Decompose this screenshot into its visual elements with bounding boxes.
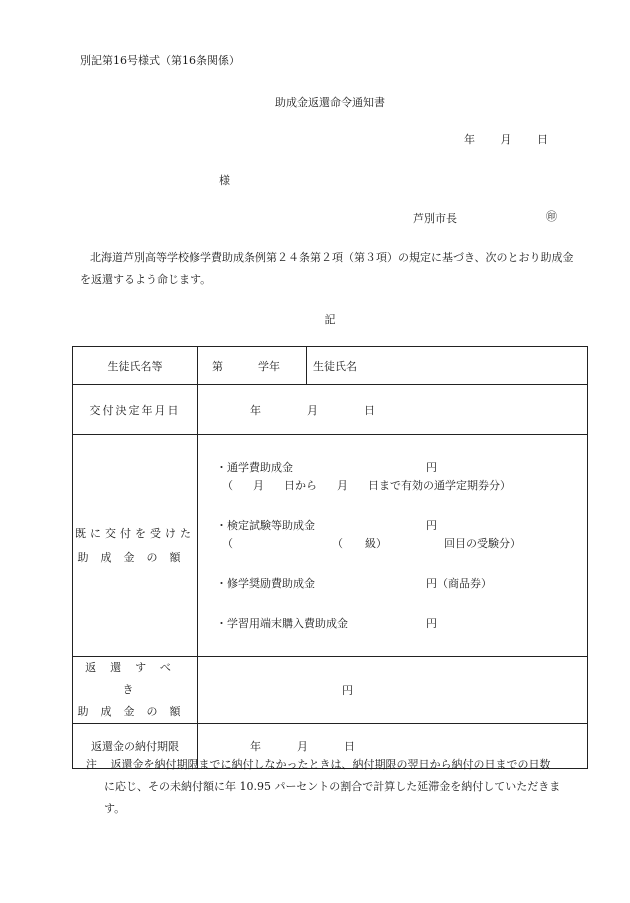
commute-month1: 月	[253, 478, 264, 492]
encouragement-grant	[216, 575, 587, 593]
label-payment-deadline: 返還金の納付期限	[73, 724, 198, 769]
label-refund-line1: 返還すべき	[85, 661, 185, 696]
label-decision-date: 交付決定年月日	[73, 385, 198, 435]
ki-heading: 記	[324, 313, 336, 326]
grade-suffix: 学年	[258, 359, 280, 373]
footnote	[86, 754, 586, 820]
label-granted-line1: 既に交付を受けた	[75, 526, 195, 540]
decision-day: 日	[364, 403, 375, 417]
body-text: 北海道芦別高等学校修学費助成条例第２４条第２項（第３項）の規定に基づき、次のとおり助成金を返還するよう命じます。	[80, 251, 574, 286]
form-identifier: 別記第16号様式（第16条関係）	[80, 54, 240, 67]
label-student: 生徒氏名等	[73, 347, 198, 385]
footnote-line1: 返還金を納付期限までに納付しなかったときは、納付期限の翌日から納付の日までの日数	[110, 758, 551, 771]
label-refund-amount	[73, 657, 198, 724]
label-refund-line2: 助成金の額	[77, 705, 193, 718]
label-granted-line2: 助成金の額	[77, 550, 193, 564]
device-grant-label: ・学習用端末購入費助成金	[216, 616, 348, 630]
encouragement-grant-unit: 円（商品券）	[426, 576, 492, 590]
date-day: 日	[537, 133, 548, 146]
commute-grant	[216, 459, 587, 477]
refund-details-table	[72, 346, 588, 769]
grade-prefix: 第	[212, 359, 223, 373]
exam-grade: （ 級）	[332, 536, 387, 550]
decision-date-cell	[198, 385, 588, 435]
deadline-month: 月	[297, 740, 308, 753]
commute-from: 日から	[284, 478, 317, 492]
refund-amount-cell	[198, 657, 588, 724]
student-name-cell	[307, 347, 588, 385]
encouragement-grant-label: ・修学奨励費助成金	[216, 576, 315, 590]
table-row-refund-amount	[73, 657, 588, 724]
granted-amounts-cell	[198, 435, 588, 657]
footnote-line3: す。	[104, 802, 126, 815]
device-grant-unit: 円	[426, 616, 437, 630]
date-year: 年	[464, 133, 475, 146]
exam-grant-label: ・検定試験等助成金	[216, 518, 315, 532]
table-row-granted-amounts	[73, 435, 588, 657]
seal-mark: ㊞	[546, 210, 557, 223]
issue-date-line	[464, 131, 570, 147]
issuer-name: 芦別市長	[413, 212, 457, 225]
commute-month2: 月	[337, 478, 348, 492]
commute-to: 日まで有効の通学定期券分）	[368, 478, 511, 492]
exam-detail	[222, 535, 587, 553]
table-row-decision-date	[73, 385, 588, 435]
grade-cell	[198, 347, 307, 385]
device-grant	[216, 615, 587, 633]
student-name-label: 生徒氏名	[313, 359, 357, 373]
commute-grant-unit: 円	[426, 460, 437, 474]
footnote-prefix: 注	[86, 758, 97, 771]
commute-paren: （	[222, 478, 233, 492]
decision-month: 月	[307, 403, 318, 417]
table-row-student	[73, 347, 588, 385]
footnote-line2: に応じ、その未納付額に年 10.95 パーセントの割合で計算した延滞金を納付していただきま	[104, 780, 561, 793]
exam-paren: （	[222, 536, 233, 550]
exam-grant-unit: 円	[426, 518, 437, 532]
decision-year: 年	[250, 403, 261, 417]
deadline-day: 日	[344, 740, 355, 753]
refund-amount-unit: 円	[342, 684, 353, 697]
commute-grant-label: ・通学費助成金	[216, 460, 293, 474]
deadline-year: 年	[250, 740, 261, 753]
addressee-suffix: 様	[219, 174, 230, 187]
commute-period	[222, 477, 587, 495]
exam-grant	[216, 517, 587, 535]
document-title: 助成金返還命令通知書	[275, 96, 385, 109]
label-granted-amounts	[73, 435, 198, 657]
exam-suffix: 回目の受験分）	[444, 536, 521, 550]
date-month: 月	[500, 133, 512, 146]
